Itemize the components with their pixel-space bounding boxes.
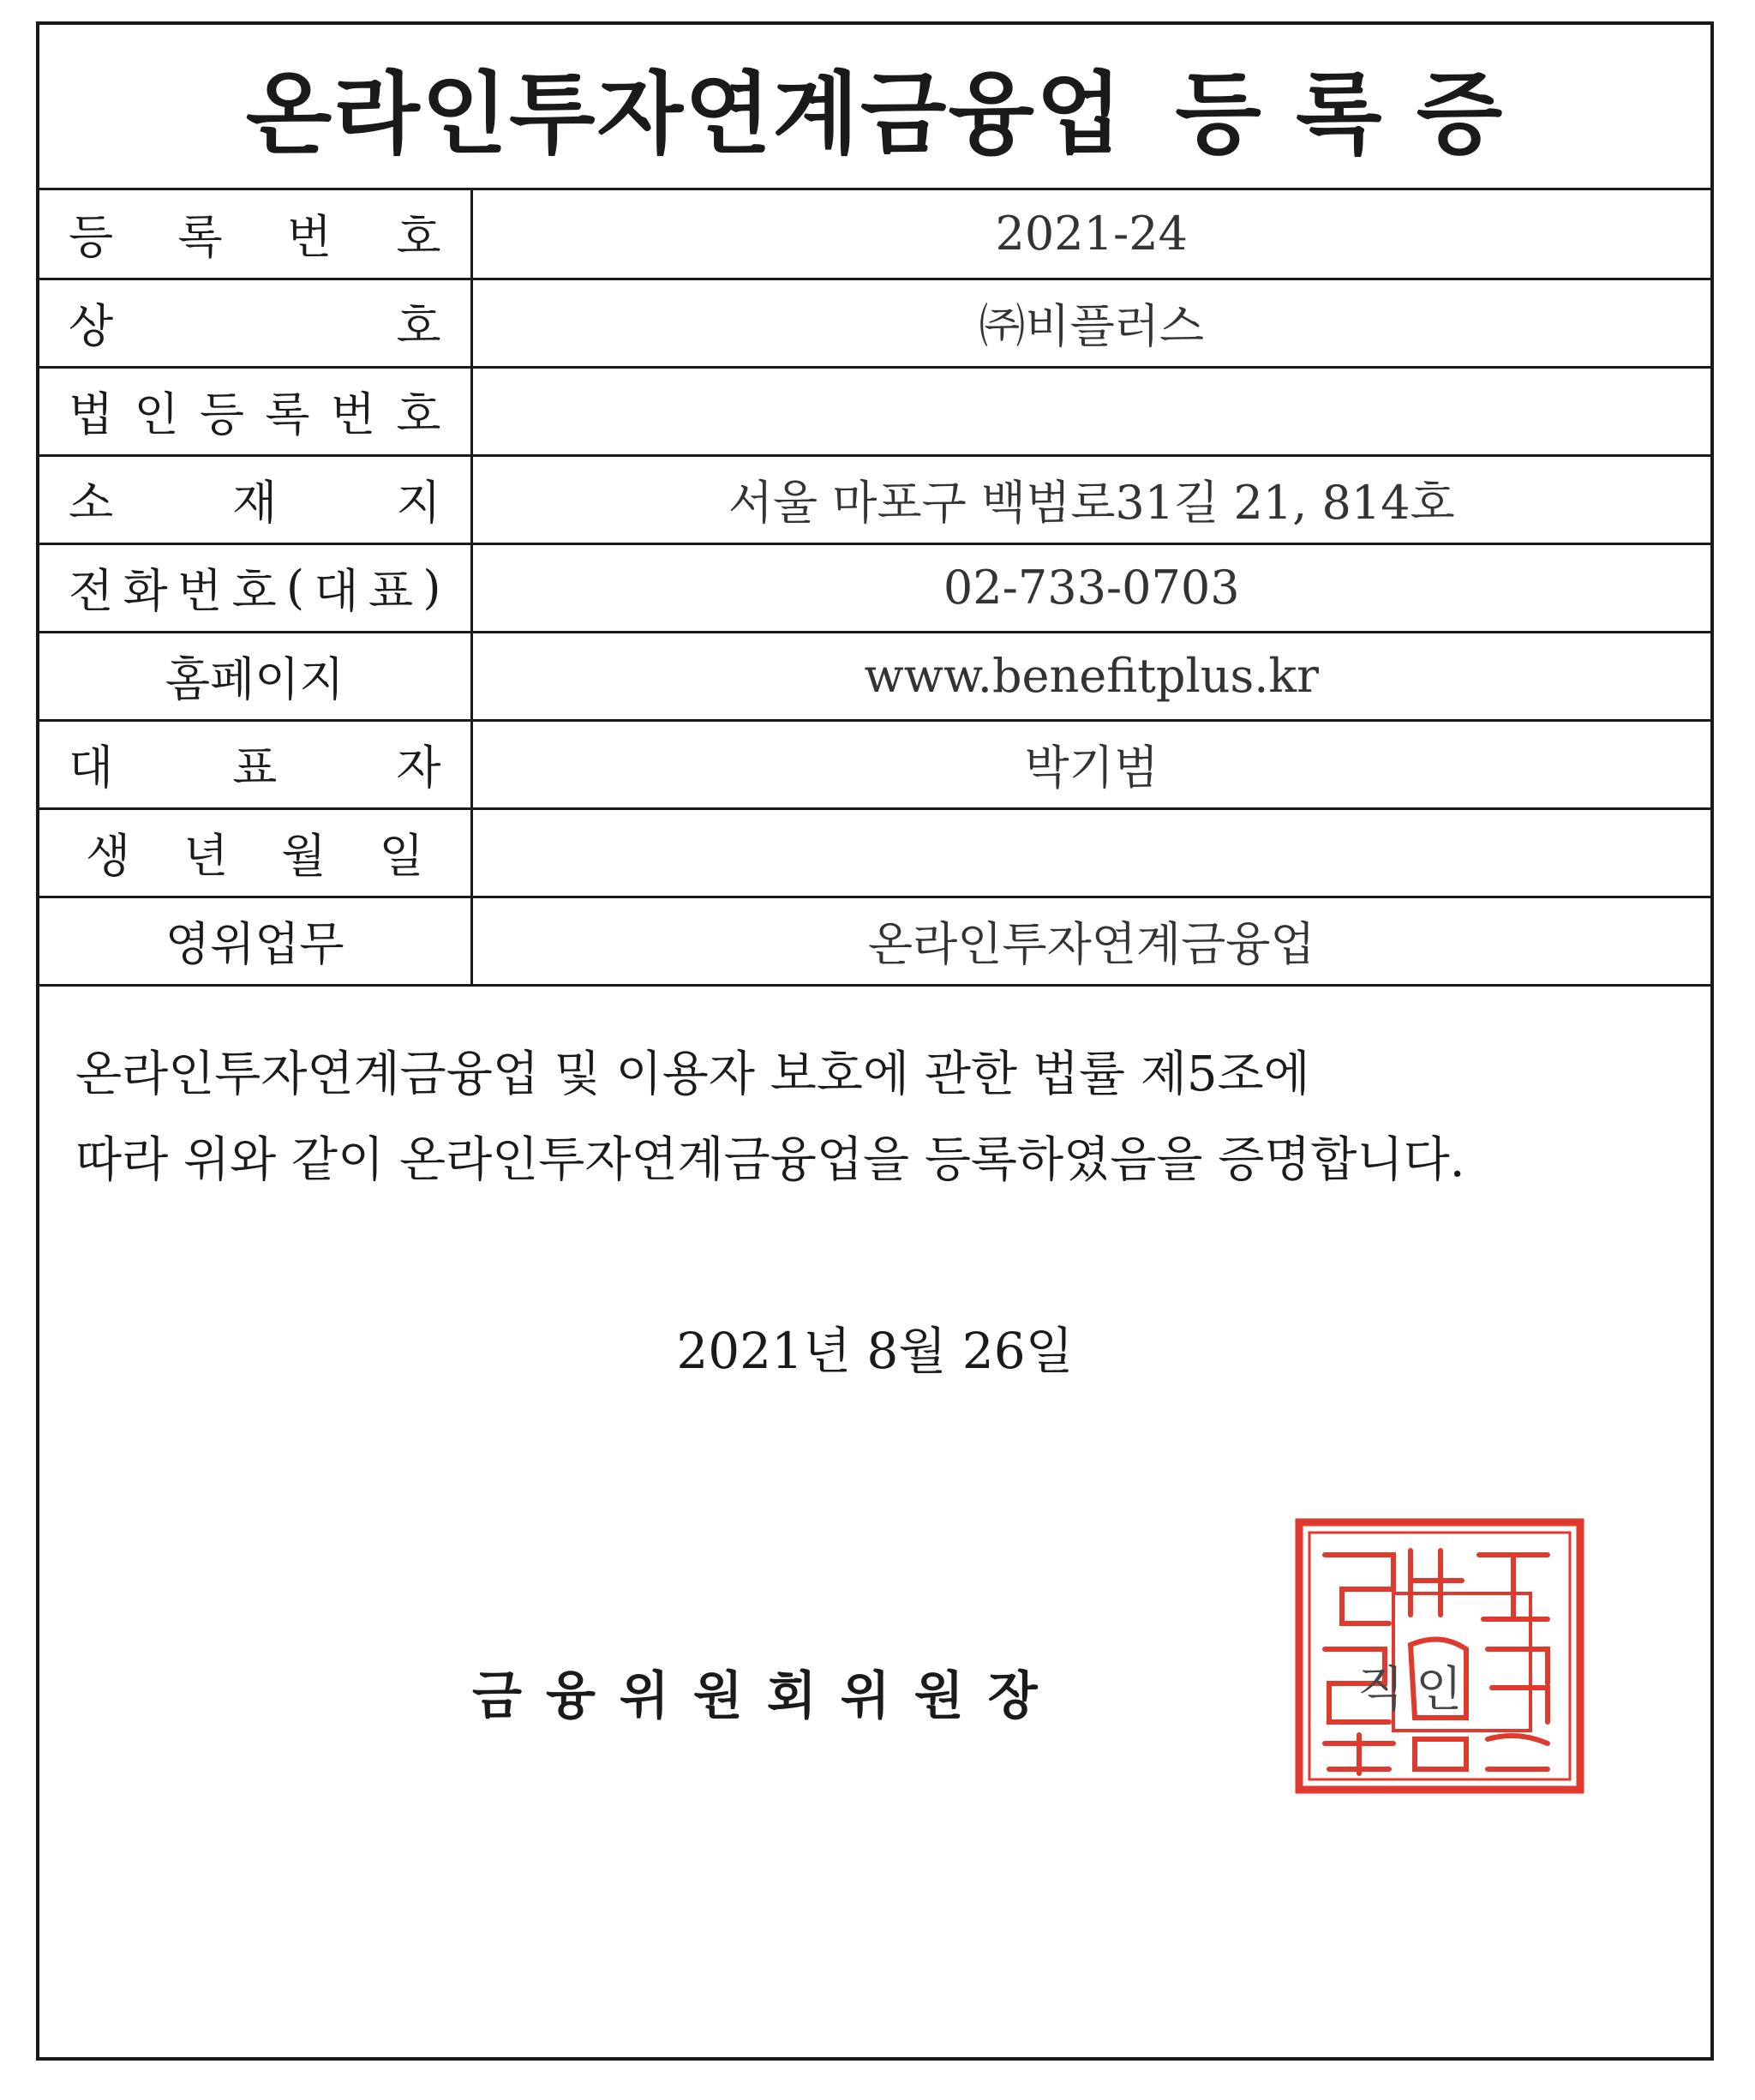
label-char: 호: [396, 387, 441, 441]
label-char: 화: [123, 564, 168, 618]
row-value-address: 서울 마포구 백범로31길 21, 814호: [471, 455, 1710, 543]
row-label-phone: [39, 543, 471, 632]
label-char: 표: [232, 741, 278, 795]
row-value-representative: 박기범: [471, 720, 1710, 808]
label-char: 호: [231, 564, 277, 618]
label-char: 상: [69, 299, 114, 353]
label-char: 대: [314, 564, 359, 618]
issuer-title: 금융위원회위원장: [472, 1666, 1062, 1726]
row-label-representative: [39, 720, 471, 808]
row-label-company-name: [39, 279, 471, 367]
table-row: [39, 632, 1710, 720]
label-char: 번: [177, 564, 223, 618]
issue-date: 2021년 8월 26일: [676, 1322, 1074, 1380]
label-char: 번: [330, 387, 375, 441]
row-value-homepage: www.benefitplus.kr: [471, 632, 1710, 720]
label-char: 표: [368, 564, 414, 618]
row-label-birth-date: [39, 808, 471, 897]
label-char: ): [422, 561, 441, 615]
certification-statement: [75, 1032, 1686, 1203]
seal-mark-text: 직인: [1357, 1662, 1475, 1718]
label-char: 인: [134, 387, 179, 441]
label-char: 호: [396, 299, 441, 353]
table-row: [39, 190, 1710, 279]
row-value-phone: 02-733-0703: [471, 543, 1710, 632]
table-row: [39, 279, 1710, 367]
table-row: [39, 543, 1710, 632]
table-row: [39, 808, 1710, 897]
label-char: 등: [69, 210, 114, 265]
registration-info-table: [39, 190, 1710, 987]
label-char: 생: [86, 829, 131, 883]
row-label-homepage: 홈페이지: [39, 632, 471, 720]
label-char: 호: [396, 210, 441, 265]
label-char: 대: [69, 741, 114, 795]
title-suffix: 등 록 증: [1175, 62, 1505, 166]
label-char: 월: [281, 829, 326, 883]
row-value-business-scope: 온라인투자연계금융업: [471, 897, 1710, 985]
label-char: 록: [177, 210, 223, 265]
row-label-business-scope: 영위업무: [39, 897, 471, 985]
label-char: 자: [396, 741, 441, 795]
row-value-company-name: ㈜비플러스: [471, 279, 1710, 367]
row-value-registration-number: 2021-24: [471, 190, 1710, 279]
label-char: 지: [396, 476, 441, 530]
table-row: [39, 897, 1710, 985]
certificate-title: [39, 25, 1710, 190]
row-label-registration-number: [39, 190, 471, 279]
table-row: [39, 720, 1710, 808]
row-label-address: [39, 455, 471, 543]
label-char: 년: [183, 829, 229, 883]
table-row: [39, 455, 1710, 543]
label-char: 재: [232, 476, 278, 530]
label-char: 록: [265, 387, 310, 441]
label-char: 소: [69, 476, 114, 530]
label-char: 일: [379, 829, 424, 883]
table-row: [39, 367, 1710, 455]
label-char: 전: [69, 564, 114, 618]
statement-line-2: 따라 위와 같이 온라인투자연계금융업을 등록하였음을 증명합니다.: [75, 1132, 1465, 1188]
label-char: 등: [199, 387, 245, 441]
statement-line-1: 온라인투자연계금융업 및 이용자 보호에 관한 법률 제5조에: [75, 1047, 1310, 1102]
label-char: 법: [69, 387, 114, 441]
row-label-corporate-registration-number: [39, 367, 471, 455]
certificate-sheet: [36, 21, 1714, 2061]
label-char: 번: [286, 210, 332, 265]
label-char: (: [286, 561, 305, 615]
row-value-birth-date: [471, 808, 1710, 897]
row-value-corporate-registration-number: [471, 367, 1710, 455]
title-main: 온라인투자연계금융업: [245, 62, 1124, 166]
